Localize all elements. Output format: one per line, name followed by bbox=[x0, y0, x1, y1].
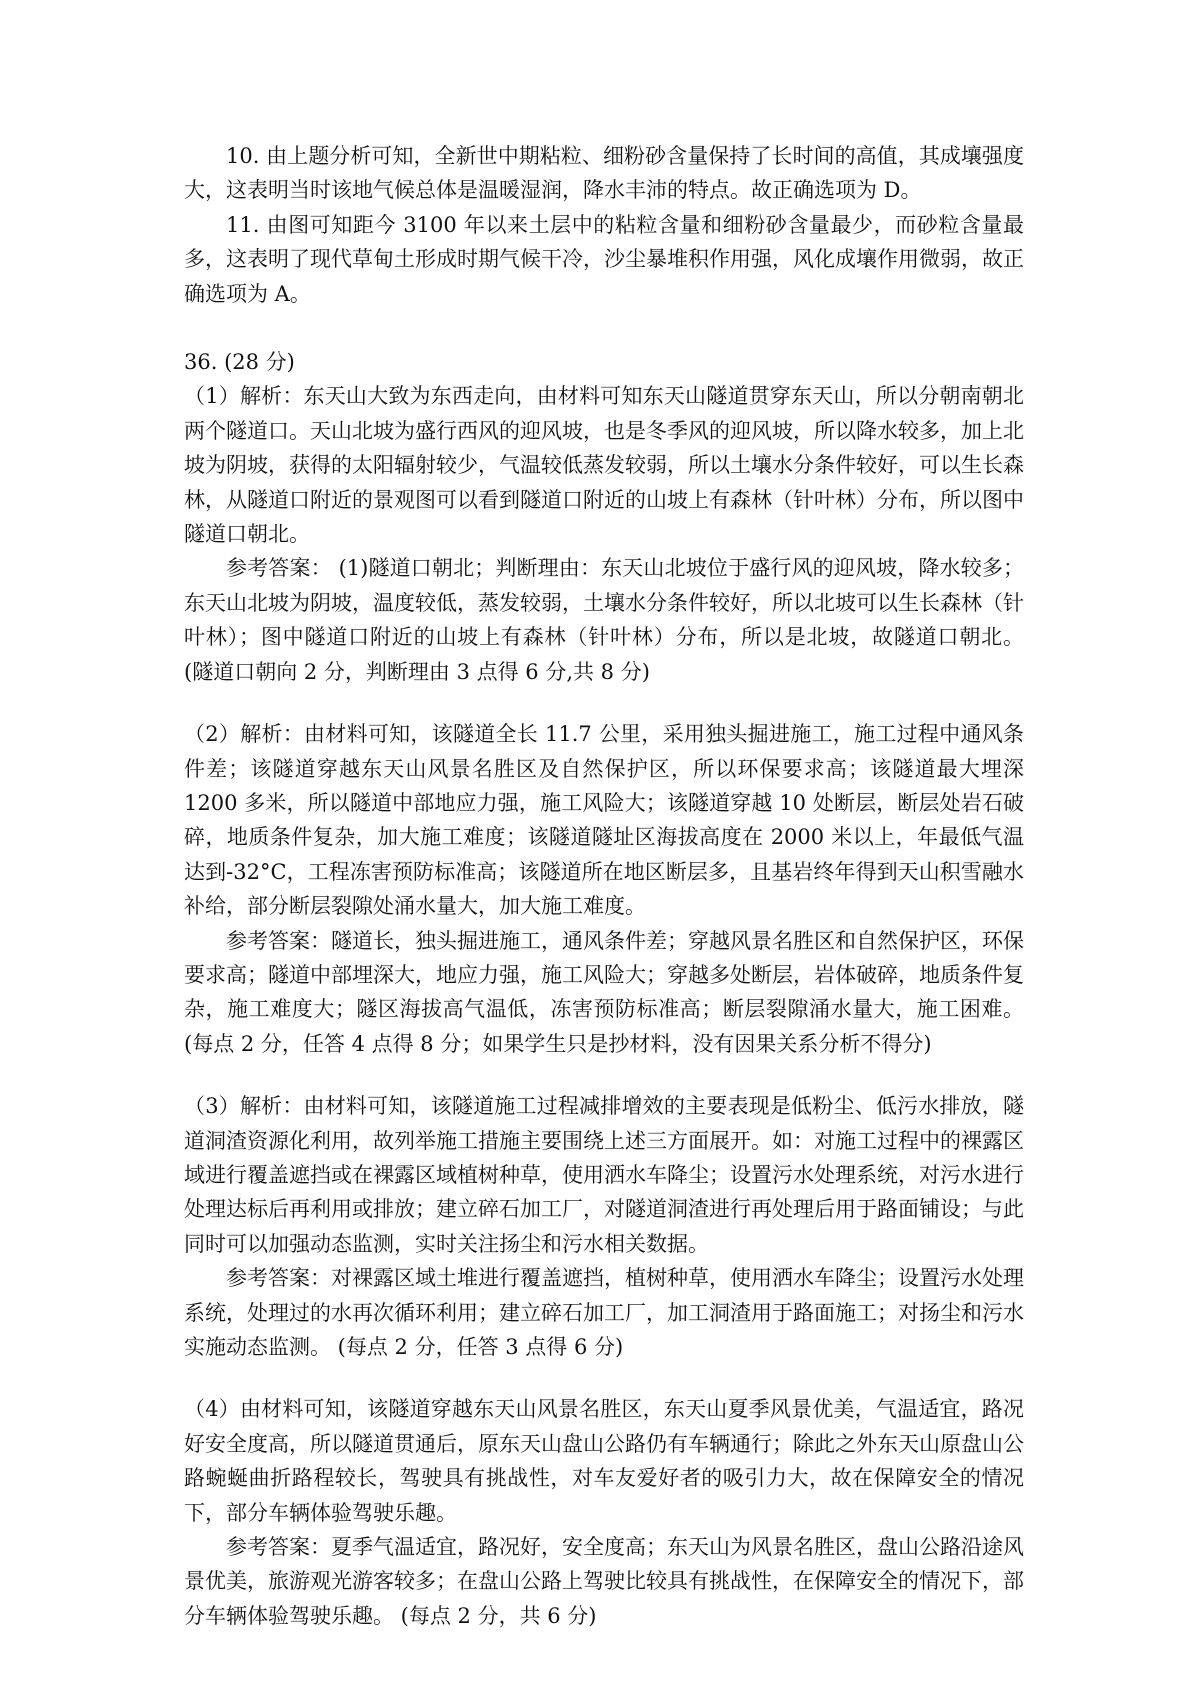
q36-part3-analysis: （3）解析：由材料可知，该隧道施工过程减排增效的主要表现是低粉尘、低污水排放，隧道洞渣资源化利用，故列举施工措施主要围绕上述三方面展开。如：对施工过程中的裸露区域进行覆盖遮挡或在裸露区域植树种草，使用洒水车降尘；设置污水处理系统，对污水进行处理达标后再利用或排放；建立碎石加工厂，对隧道洞渣进行再处理后用于路面铺设；与此同时可以加强动态监测，实时关注扬尘和污水相关数据。 bbox=[184, 1094, 1024, 1256]
question-36-title: 36. (28 分) bbox=[184, 350, 295, 375]
q36-part2-answer: 参考答案：隧道长，独头掘进施工，通风条件差；穿越风景名胜区和自然保护区，环保要求高；隧道中部埋深大，地应力强，施工风险大；穿越多处断层，岩体破碎，地质条件复杂，施工难度大；隧区海拔高气温低，冻害预防标准高；断层裂隙涌水量大，施工困难。 (每点 2 分，任答 4 点得 8 分；如果学生只是抄材料，没有因果关系分析不得分) bbox=[184, 928, 1031, 1056]
q36-part1-answer: 参考答案： (1)隧道口朝北；判断理由：东天山北坡位于盛行风的迎风坡，降水较多；东天山北坡为阴坡，温度较低，蒸发较弱，土壤水分条件较好，所以北坡可以生长森林（针叶林）；图中隧道口附近的山坡上有森林（针叶林）分布，所以是北坡，故隧道口朝北。 (隧道口朝向 2 分，判断理由 3 点得 6 分,共 8 分) bbox=[184, 556, 1031, 684]
answer-10-paragraph: 10. 由上题分析可知，全新世中期粘粒、细粉砂含量保持了长时间的高值，其成壤强度大，这表明当时该地气候总体是温暖湿润，降水丰沛的特点。故正确选项为 D。 bbox=[184, 144, 1024, 203]
q36-part4-analysis: （4）由材料可知，该隧道穿越东天山风景名胜区，东天山夏季风景优美，气温适宜，路况好安全度高，所以隧道贯通后，原东天山盘山公路仍有车辆通行；除此之外东天山原盘山公路蜿蜒曲折路程较长，驾驶具有挑战性，对车友爱好者的吸引力大，故在保障安全的情况下，部分车辆体验驾驶乐趣。 bbox=[184, 1397, 1024, 1525]
q36-part1-analysis: （1）解析：东天山大致为东西走向，由材料可知东天山隧道贯穿东天山，所以分朝南朝北两个隧道口。天山北坡为盛行西风的迎风坡，也是冬季风的迎风坡，所以降水较多，加上北坡为阴坡，获得的太阳辐射较少，气温较低蒸发较弱，所以土壤水分条件较好，可以生长森林，从隧道口附近的景观图可以看到隧道口附近的山坡上有森林（针叶林）分布，所以图中隧道口朝北。 bbox=[184, 384, 1024, 547]
q36-part2-analysis: （2）解析：由材料可知，该隧道全长 11.7 公里，采用独头掘进施工，施工过程中通风条件差；该隧道穿越东天山风景名胜区及自然保护区，所以环保要求高；该隧道最大埋深 1200 多米，所以隧道中部地应力强，施工风险大；该隧道穿越 10 处断层，断层处岩石破碎，地质条件复杂，加大施工难度；该隧道隧址区海拔高度在 2000 米以上，年最低气温达到-32°C，工程冻害预防标准高；该隧道所在地区断层多，且基岩终年得到天山积雪融水补给，部分断层裂隙处涌水量大，加大施工难度。 bbox=[184, 722, 1031, 919]
q36-part4-answer: 参考答案：夏季气温适宜，路况好，安全度高；东天山为风景名胜区，盘山公路沿途风景优美，旅游观光游客较多；在盘山公路上驾驶比较具有挑战性，在保障安全的情况下，部分车辆体验驾驶乐趣。 (每点 2 分，共 6 分) bbox=[184, 1535, 1024, 1628]
q36-part3-answer: 参考答案：对裸露区域土堆进行覆盖遮挡，植树种草，使用洒水车降尘；设置污水处理系统，处理过的水再次循环利用；建立碎石加工厂，加工洞渣用于路面施工；对扬尘和污水实施动态监测。 (每点 2 分，任答 3 点得 6 分) bbox=[184, 1266, 1024, 1359]
answer-11-paragraph: 11. 由图可知距今 3100 年以来土层中的粘粒含量和细粉砂含量最少，而砂粒含量最多，这表明了现代草甸土形成时期气候干冷，沙尘暴堆积作用强，风化成壤作用微弱，故正确选项为 A。 bbox=[184, 212, 1024, 306]
document-content bbox=[184, 139, 1031, 1633]
